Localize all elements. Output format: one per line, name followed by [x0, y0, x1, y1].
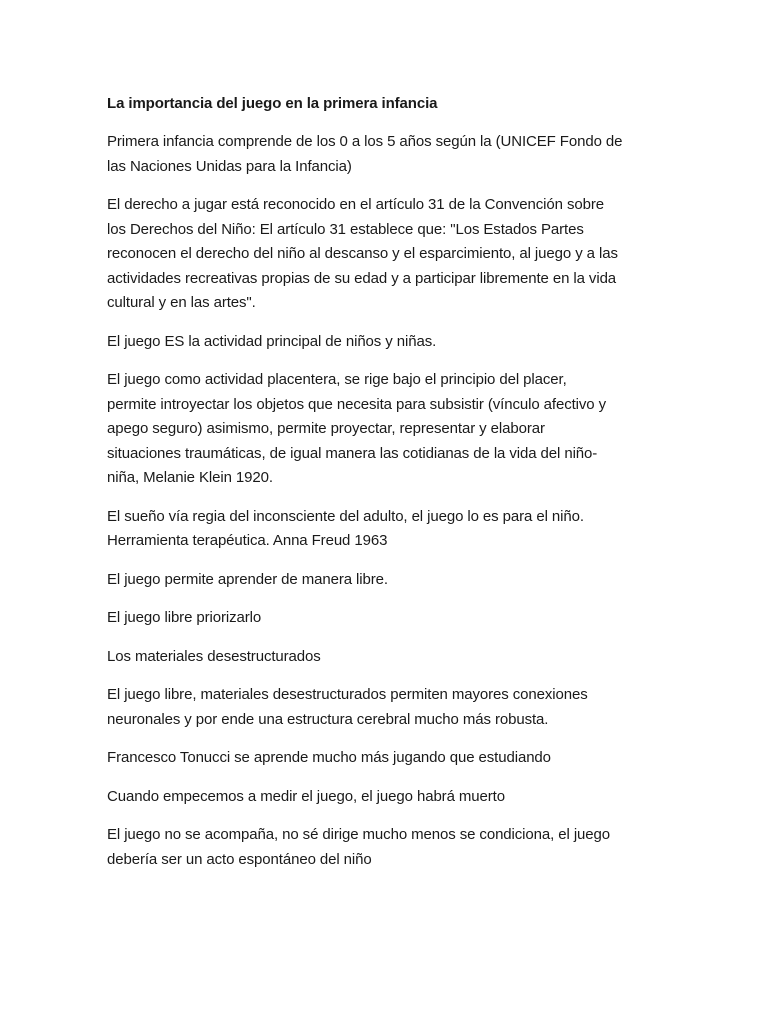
document-body	[107, 92, 667, 886]
paragraph-line: El juego como actividad placentera, se rige bajo el principio del placer,	[107, 371, 567, 388]
paragraph-line: Primera infancia comprende de los 0 a los 5 años según la (UNICEF Fondo de	[107, 133, 623, 150]
paragraph-line: El derecho a jugar está reconocido en el artículo 31 de la Convención sobre	[107, 196, 604, 213]
paragraph-line: El juego permite aprender de manera libre.	[107, 570, 388, 588]
paragraph	[107, 823, 667, 872]
paragraph	[107, 785, 667, 810]
paragraph	[107, 193, 667, 316]
paragraph	[107, 606, 667, 631]
paragraph-line: niña, Melanie Klein 1920.	[107, 469, 273, 486]
paragraph-line: cultural y en las artes".	[107, 294, 256, 311]
paragraph-line: Francesco Tonucci se aprende mucho más jugando que estudiando	[107, 749, 551, 766]
paragraph	[107, 645, 667, 670]
paragraph-line: El juego libre priorizarlo	[107, 609, 262, 626]
paragraph-line: Cuando empecemos a medir el juego, el juego habrá muerto	[107, 787, 505, 805]
paragraph-line: reconocen el derecho del niño al descanso y el esparcimiento, al juego y a las	[107, 245, 618, 262]
paragraph-line: actividades recreativas propias de su edad y a participar libremente en la vida	[107, 269, 617, 287]
paragraph-line: El juego libre, materiales desestructurados permiten mayores conexiones	[107, 686, 588, 703]
paragraph-line: El juego ES la actividad principal de niños y niñas.	[107, 332, 437, 350]
document-title: La importancia del juego en la primera infancia	[107, 95, 438, 112]
paragraph-line: los Derechos del Niño: El artículo 31 establece que: "Los Estados Partes	[107, 220, 584, 238]
paragraph-line: permite introyectar los objetos que necesita para subsistir (vínculo afectivo y	[107, 395, 607, 413]
paragraph-line: situaciones traumáticas, de igual manera las cotidianas de la vida del niño-	[107, 444, 598, 462]
paragraph-line: apego seguro) asimismo, permite proyectar, representar y elaborar	[107, 420, 545, 437]
paragraph-line: El juego no se acompaña, no sé dirige mucho menos se condiciona, el juego	[107, 826, 611, 843]
paragraph-line: debería ser un acto espontáneo del niño	[107, 850, 372, 868]
paragraph-line: neuronales y por ende una estructura cerebral mucho más robusta.	[107, 710, 549, 728]
paragraph-line: Herramienta terapéutica. Anna Freud 1963	[107, 532, 388, 549]
paragraph-line: las Naciones Unidas para la Infancia)	[107, 157, 352, 175]
paragraph	[107, 330, 667, 355]
paragraph	[107, 568, 667, 593]
paragraph	[107, 683, 667, 732]
paragraph	[107, 368, 667, 491]
paragraph	[107, 746, 667, 771]
paragraph-line: El sueño vía regia del inconsciente del adulto, el juego lo es para el niño.	[107, 507, 584, 525]
paragraph	[107, 130, 667, 179]
paragraph-line: Los materiales desestructurados	[107, 647, 321, 665]
paragraph	[107, 505, 667, 554]
